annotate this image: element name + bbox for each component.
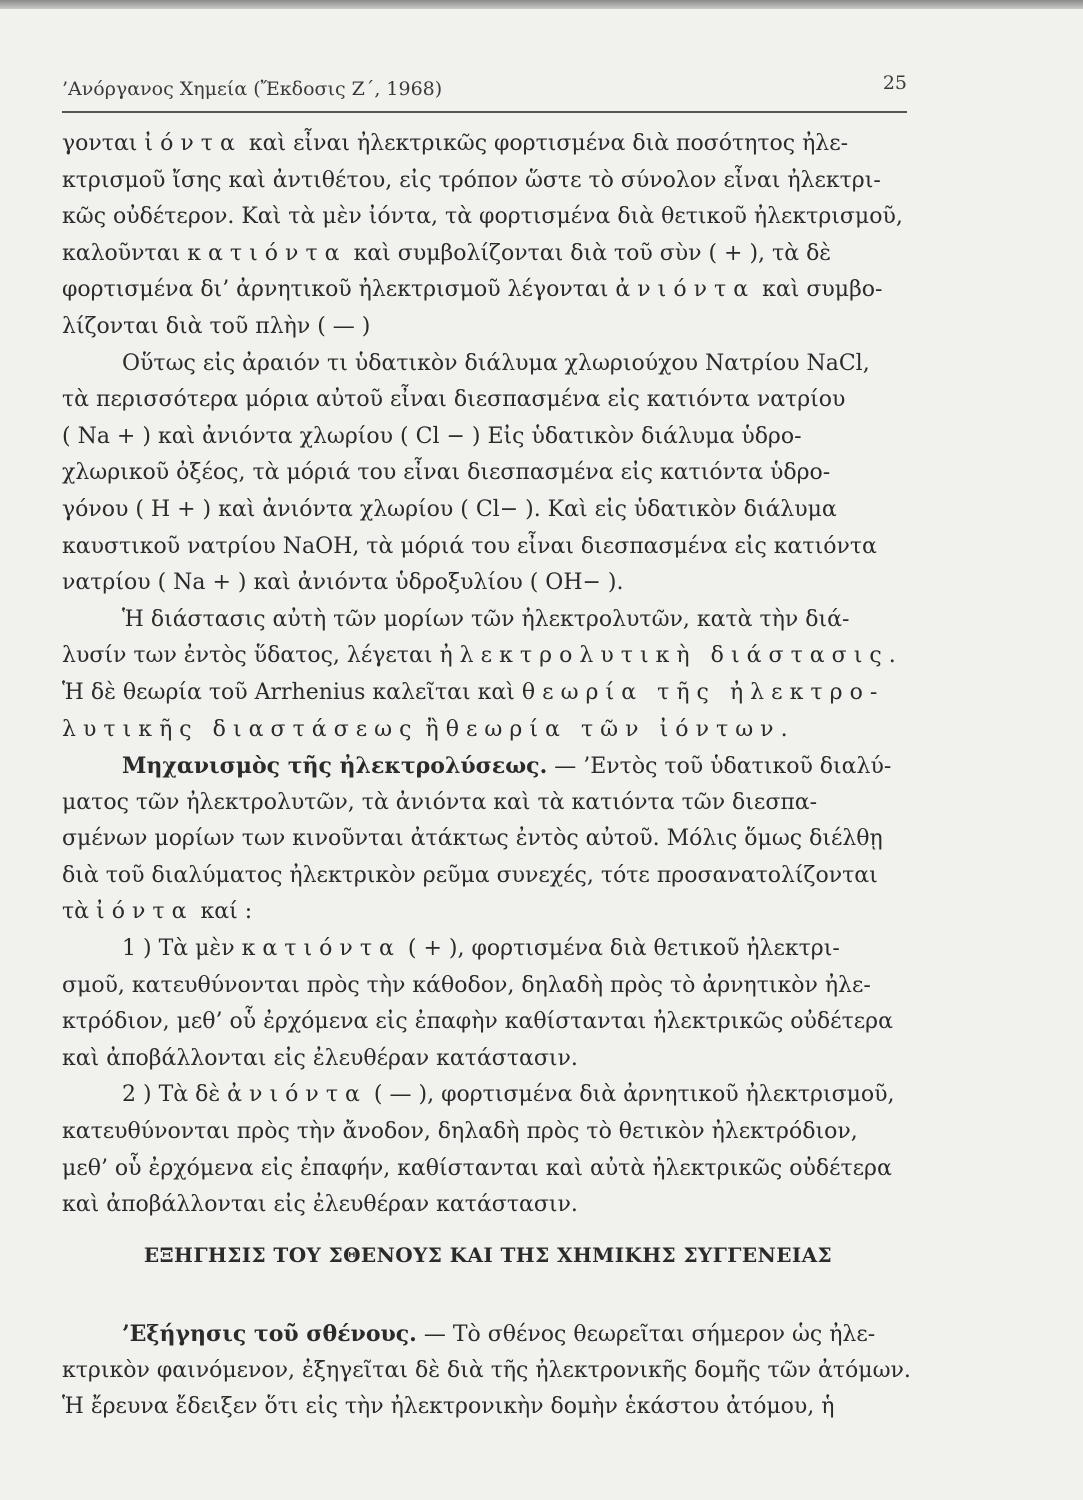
run-in-heading: Μηχανισμὸς τῆς ἠλεκτρολύσεως. — [122, 753, 548, 780]
text-line: χλωρικοῦ ὀξέος, τὰ μόριά του εἶναι διεσπασμένα εἰς κατιόντα ὑδρο- — [62, 460, 831, 486]
text-line: σμοῦ, κατευθύνονται πρὸς τὴν κάθοδον, δηλαδὴ πρὸς τὸ ἀρνητικὸν ἠλε- — [62, 972, 871, 998]
text-line: ’Εξήγησις τοῦ σθένους. — Τὸ σθένος θεωρεῖται σήμερον ὡς ἠλε- — [122, 1321, 876, 1347]
text-line: λυτικῆς διαστάσεως ἢ θεωρία τῶν ἰόντων. — [62, 716, 795, 742]
text-line: κτρικὸν φαινόμενον, ἐξηγεῖται δὲ διὰ τῆς ἠλεκτρονικῆς δομῆς τῶν ἀτόμων. — [62, 1357, 911, 1383]
text-line: καλοῦνται κατιόντα καὶ συμβολίζονται διὰ τοῦ σὺν ( + ), τὰ δὲ — [62, 240, 832, 266]
text-line: κτρισμοῦ ἴσης καὶ ἀντιθέτου, εἰς τρόπον ὥστε τὸ σύνολον εἶναι ἠλεκτρι- — [62, 167, 881, 193]
text-line: ματος τῶν ἠλεκτρολυτῶν, τὰ ἀνιόντα καὶ τὰ κατιόντα τῶν διεσπα- — [62, 789, 818, 815]
text-line: κτρόδιον, μεθ’ οὗ ἐρχόμενα εἰς ἐπαφὴν καθίστανται ἠλεκτρικῶς οὐδέτερα — [62, 1009, 893, 1035]
text-line: λίζονται διὰ τοῦ πλὴν ( — ) — [62, 313, 371, 339]
text-line: ( Na + ) καὶ ἀνιόντα χλωρίου ( Cl − ) Εἰς ὑδατικὸν διάλυμα ὑδρο- — [62, 423, 802, 449]
text-line: λυσίν των ἐντὸς ὕδατος, λέγεται ἠλεκτρολυτικὴ διάστασις. — [62, 643, 903, 669]
text-line: κατευθύνονται πρὸς τὴν ἄνοδον, δηλαδὴ πρὸς τὸ θετικὸν ἠλεκτρόδιον, — [62, 1119, 858, 1145]
text-line: σμένων μορίων των κινοῦνται ἀτάκτως ἐντὸς αὐτοῦ. Μόλις ὅμως διέλθῃ — [62, 826, 883, 852]
text-line: Ἡ διάστασις αὐτὴ τῶν μορίων τῶν ἠλεκτρολυτῶν, κατὰ τὴν διά- — [122, 606, 850, 632]
running-header — [62, 72, 907, 112]
text-line: τὰ περισσότερα μόρια αὐτοῦ εἶναι διεσπασμένα εἰς κατιόντα νατρίου — [62, 387, 846, 413]
header-rule — [62, 111, 907, 113]
list-item-line: 1 ) Τὰ μὲν κατιόντα ( + ), φορτισμένα διὰ θετικοῦ ἠλεκτρι- — [122, 936, 840, 962]
list-item-line: 2 ) Τὰ δὲ ἀνιόντα ( — ), φορτισμένα διὰ ἀρνητικοῦ ἠλεκτρισμοῦ, — [122, 1082, 895, 1108]
run-in-heading: ’Εξήγησις τοῦ σθένους. — [122, 1321, 417, 1347]
text-line: γονται ἰόντα καὶ εἶναι ἠλεκτρικῶς φορτισμένα διὰ ποσότητος ἠλε- — [62, 131, 849, 156]
text-line: κῶς οὐδέτερον. Καὶ τὰ μὲν ἰόντα, τὰ φορτισμένα διὰ θετικοῦ ἠλεκτρισμοῦ, — [62, 204, 903, 230]
text-line: διὰ τοῦ διαλύματος ἠλεκτρικὸν ρεῦμα συνεχές, τότε προσανατολίζονται — [62, 862, 878, 888]
section-text — [62, 1316, 914, 1426]
section-heading: ΕΞΗΓΗΣΙΣ ΤΟΥ ΣΘΕΝΟΥΣ ΚΑΙ ΤΗΣ ΧΗΜΙΚΗΣ ΣΥΓΓΕΝΕΙΑΣ — [143, 1243, 833, 1267]
text-line: γόνου ( H + ) καὶ ἀνιόντα χλωρίου ( Cl− ). Καὶ εἰς ὑδατικὸν διάλυμα — [62, 496, 837, 522]
text-line: Ἡ δὲ θεωρία τοῦ Arrhenius καλεῖται καὶ θεωρία τῆς ἠλεκτρο- — [62, 679, 885, 705]
header-title: ’Ανόργανος Χημεία (Ἔκδοσις Ζ΄, 1968) — [62, 78, 443, 100]
text-line: τὰ ἰόντα καί : — [62, 899, 253, 925]
text-line: Ἡ ἔρευνα ἔδειξεν ὅτι εἰς τὴν ἠλεκτρονικὴν δομὴν ἑκάστου ἀτόμου, ἡ — [62, 1394, 835, 1420]
text-line: καὶ ἀποβάλλονται εἰς ἐλευθέραν κατάστασιν. — [62, 1192, 578, 1218]
text-line: φορτισμένα δι’ ἀρνητικοῦ ἠλεκτρισμοῦ λέγονται ἀνιόντα καὶ συμβο- — [62, 277, 883, 303]
text-line: καυστικοῦ νατρίου NaOH, τὰ μόριά του εἶναι διεσπασμένα εἰς κατιόντα — [62, 533, 877, 559]
scan-edge — [0, 0, 1083, 9]
text-line: καὶ ἀποβάλλονται εἰς ἐλευθέραν κατάστασιν. — [62, 1045, 578, 1071]
text-line: μεθ’ οὗ ἐρχόμενα εἰς ἐπαφήν, καθίστανται καὶ αὐτὰ ἠλεκτρικῶς οὐδέτερα — [62, 1155, 892, 1181]
text-line: νατρίου ( Na + ) καὶ ἀνιόντα ὑδροξυλίου ( OH− ). — [62, 570, 624, 596]
main-text — [62, 126, 914, 1224]
text-line: Μηχανισμὸς τῆς ἠλεκτρολύσεως. — ’Εντὸς τοῦ ὑδατικοῦ διαλύ- — [122, 753, 892, 780]
page-number: 25 — [882, 72, 907, 94]
text-line: Οὕτως εἰς ἀραιόν τι ὑδατικὸν διάλυμα χλωριούχου Νατρίου NaCl, — [122, 350, 870, 376]
